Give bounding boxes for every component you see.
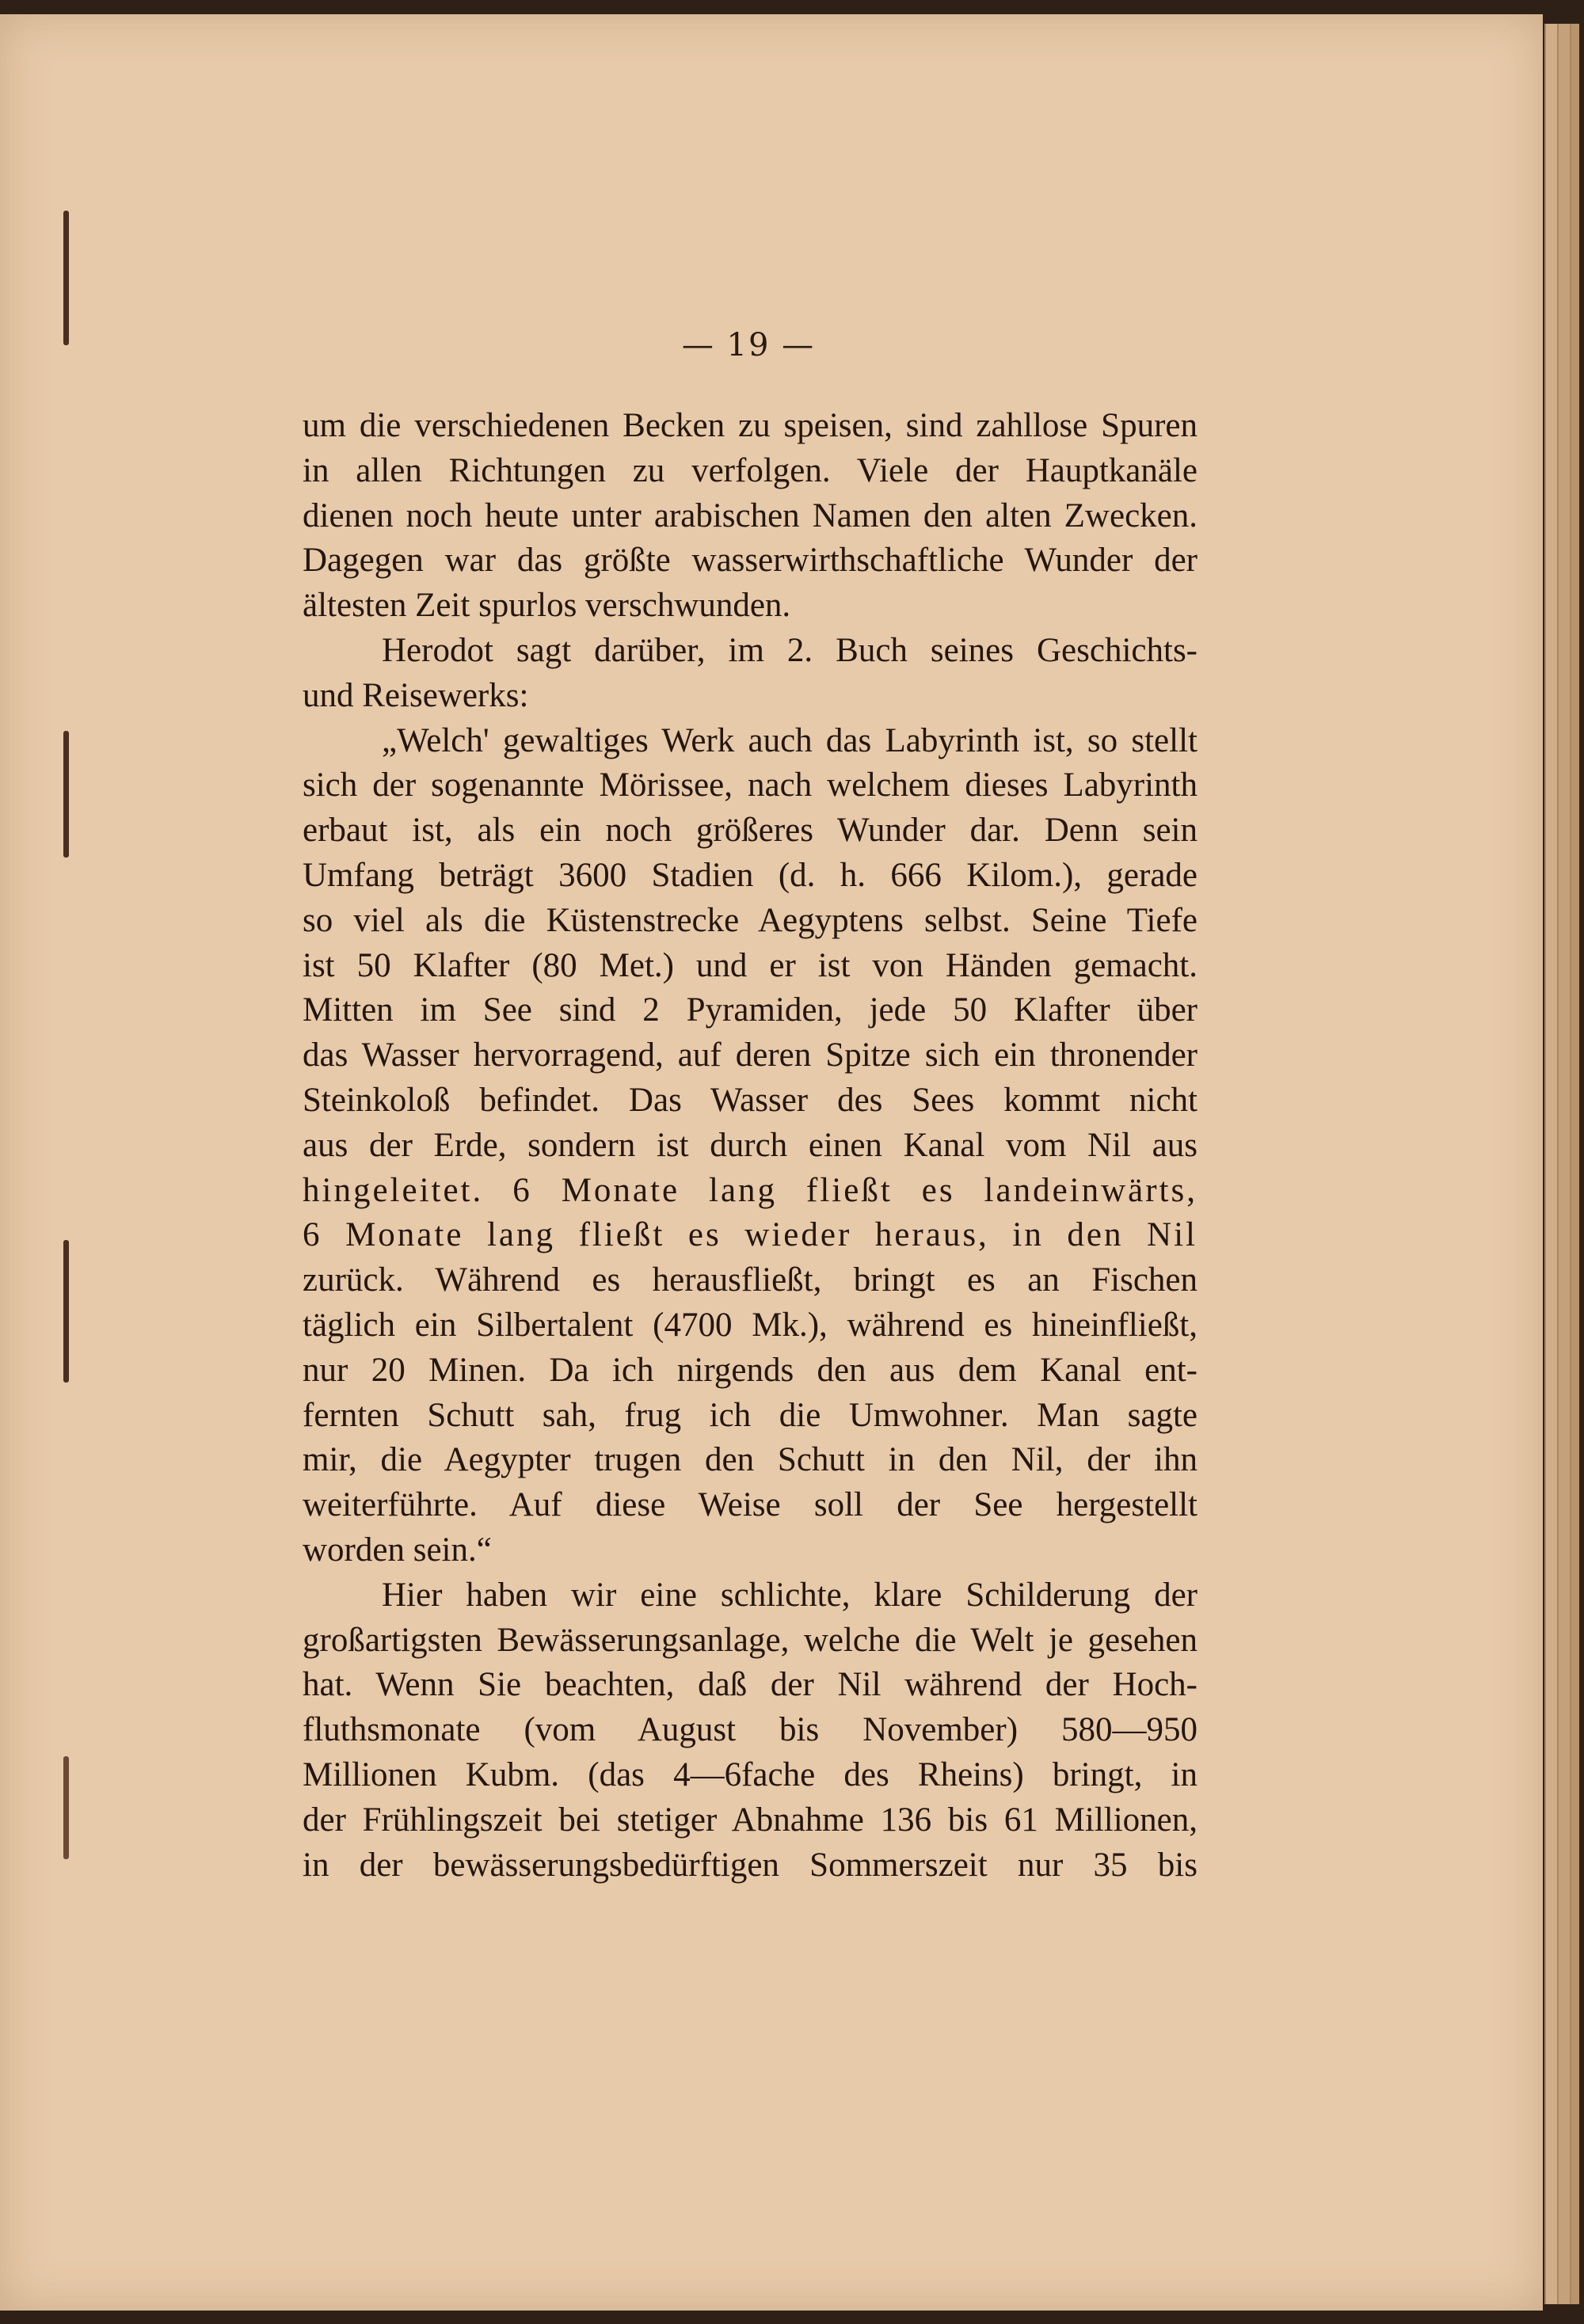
text-line: in der bewässerungsbedürftigen Sommerszeit nur 35 bis — [303, 1846, 1198, 1884]
text-line: fluthsmonate (vom August bis November) 580—950 — [303, 1711, 1198, 1749]
quote-line: weiterführte. Auf diese Weise soll der See hergestellt — [303, 1486, 1198, 1524]
text-line: Hier haben wir eine schlichte, klare Schilderung der — [382, 1576, 1198, 1614]
quote-line: mir, die Aegypter trugen den Schutt in den Nil, der ihn — [303, 1441, 1198, 1479]
quote-line: so viel als die Küstenstrecke Aegyptens selbst. Seine Tiefe — [303, 901, 1198, 939]
text-line: der Frühlingszeit bei stetiger Abnahme 136 bis 61 Millionen, — [303, 1801, 1198, 1839]
text-line: hat. Wenn Sie beachten, daß der Nil während der Hoch- — [303, 1666, 1198, 1704]
text-line: um die verschiedenen Becken zu speisen, sind zahllose Spuren — [303, 407, 1198, 444]
quote-line: Umfang beträgt 3600 Stadien (d. h. 666 Kilom.), gerade — [303, 856, 1198, 894]
text-line: ältesten Zeit spurlos verschwunden. — [303, 587, 791, 625]
quote-line: erbaut ist, als ein noch größeres Wunder dar. Denn sein — [303, 812, 1198, 850]
text-line: in allen Richtungen zu verfolgen. Viele der Hauptkanäle — [303, 451, 1198, 489]
text-line: Dagegen war das größte wasserwirthschaftliche Wunder der — [303, 542, 1198, 580]
quote-line: Mitten im See sind 2 Pyramiden, jede 50 Klafter über — [303, 991, 1198, 1029]
text-line: und Reisewerks: — [303, 676, 529, 714]
book-page — [0, 14, 1543, 2311]
quote-line: nur 20 Minen. Da ich nirgends den aus dem Kanal ent- — [303, 1351, 1198, 1389]
quote-line: „Welch' gewaltiges Werk auch das Labyrinth ist, so stellt — [382, 721, 1198, 759]
binding-thread-mark — [63, 1756, 69, 1859]
page-edge — [1544, 24, 1557, 2304]
quote-line: fernten Schutt sah, frug ich die Umwohner. Man sagte — [303, 1396, 1198, 1434]
binding-thread-mark — [63, 211, 69, 345]
page-edge — [1570, 24, 1579, 2304]
text-line: dienen noch heute unter arabischen Namen den alten Zwecken. — [303, 496, 1198, 534]
binding-thread-mark — [63, 1240, 69, 1383]
binding-thread-mark — [63, 731, 69, 858]
quote-line: hingeleitet. 6 Monate lang fließt es landeinwärts, — [303, 1171, 1198, 1209]
quote-line: zurück. Während es herausfließt, bringt es an Fischen — [303, 1261, 1198, 1299]
text-line: Millionen Kubm. (das 4—6fache des Rheins) bringt, in — [303, 1755, 1198, 1793]
quote-line: das Wasser hervorragend, auf deren Spitze sich ein thronender — [303, 1036, 1198, 1075]
text-line: großartigsten Bewässerungsanlage, welche die Welt je gesehen — [303, 1621, 1198, 1659]
quote-line: 6 Monate lang fließt es wieder heraus, in den Nil — [303, 1216, 1198, 1254]
page-number: — 19 — — [681, 327, 816, 363]
quote-line: worden sein.“ — [303, 1531, 492, 1569]
quote-line: täglich ein Silbertalent (4700 Mk.), während es hineinfließt, — [303, 1306, 1198, 1344]
quote-line: aus der Erde, sondern ist durch einen Kanal vom Nil aus — [303, 1126, 1198, 1164]
quote-line: ist 50 Klafter (80 Met.) und er ist von Händen gemacht. — [303, 946, 1198, 984]
quote-line: sich der sogenannte Mörissee, nach welchem dieses Labyrinth — [303, 766, 1198, 804]
page-edge — [1557, 24, 1570, 2304]
text-line: Herodot sagt darüber, im 2. Buch seines Geschichts- — [382, 631, 1198, 669]
body-text — [303, 404, 1198, 1888]
quote-line: Steinkoloß befindet. Das Wasser des Sees kommt nicht — [303, 1081, 1198, 1119]
